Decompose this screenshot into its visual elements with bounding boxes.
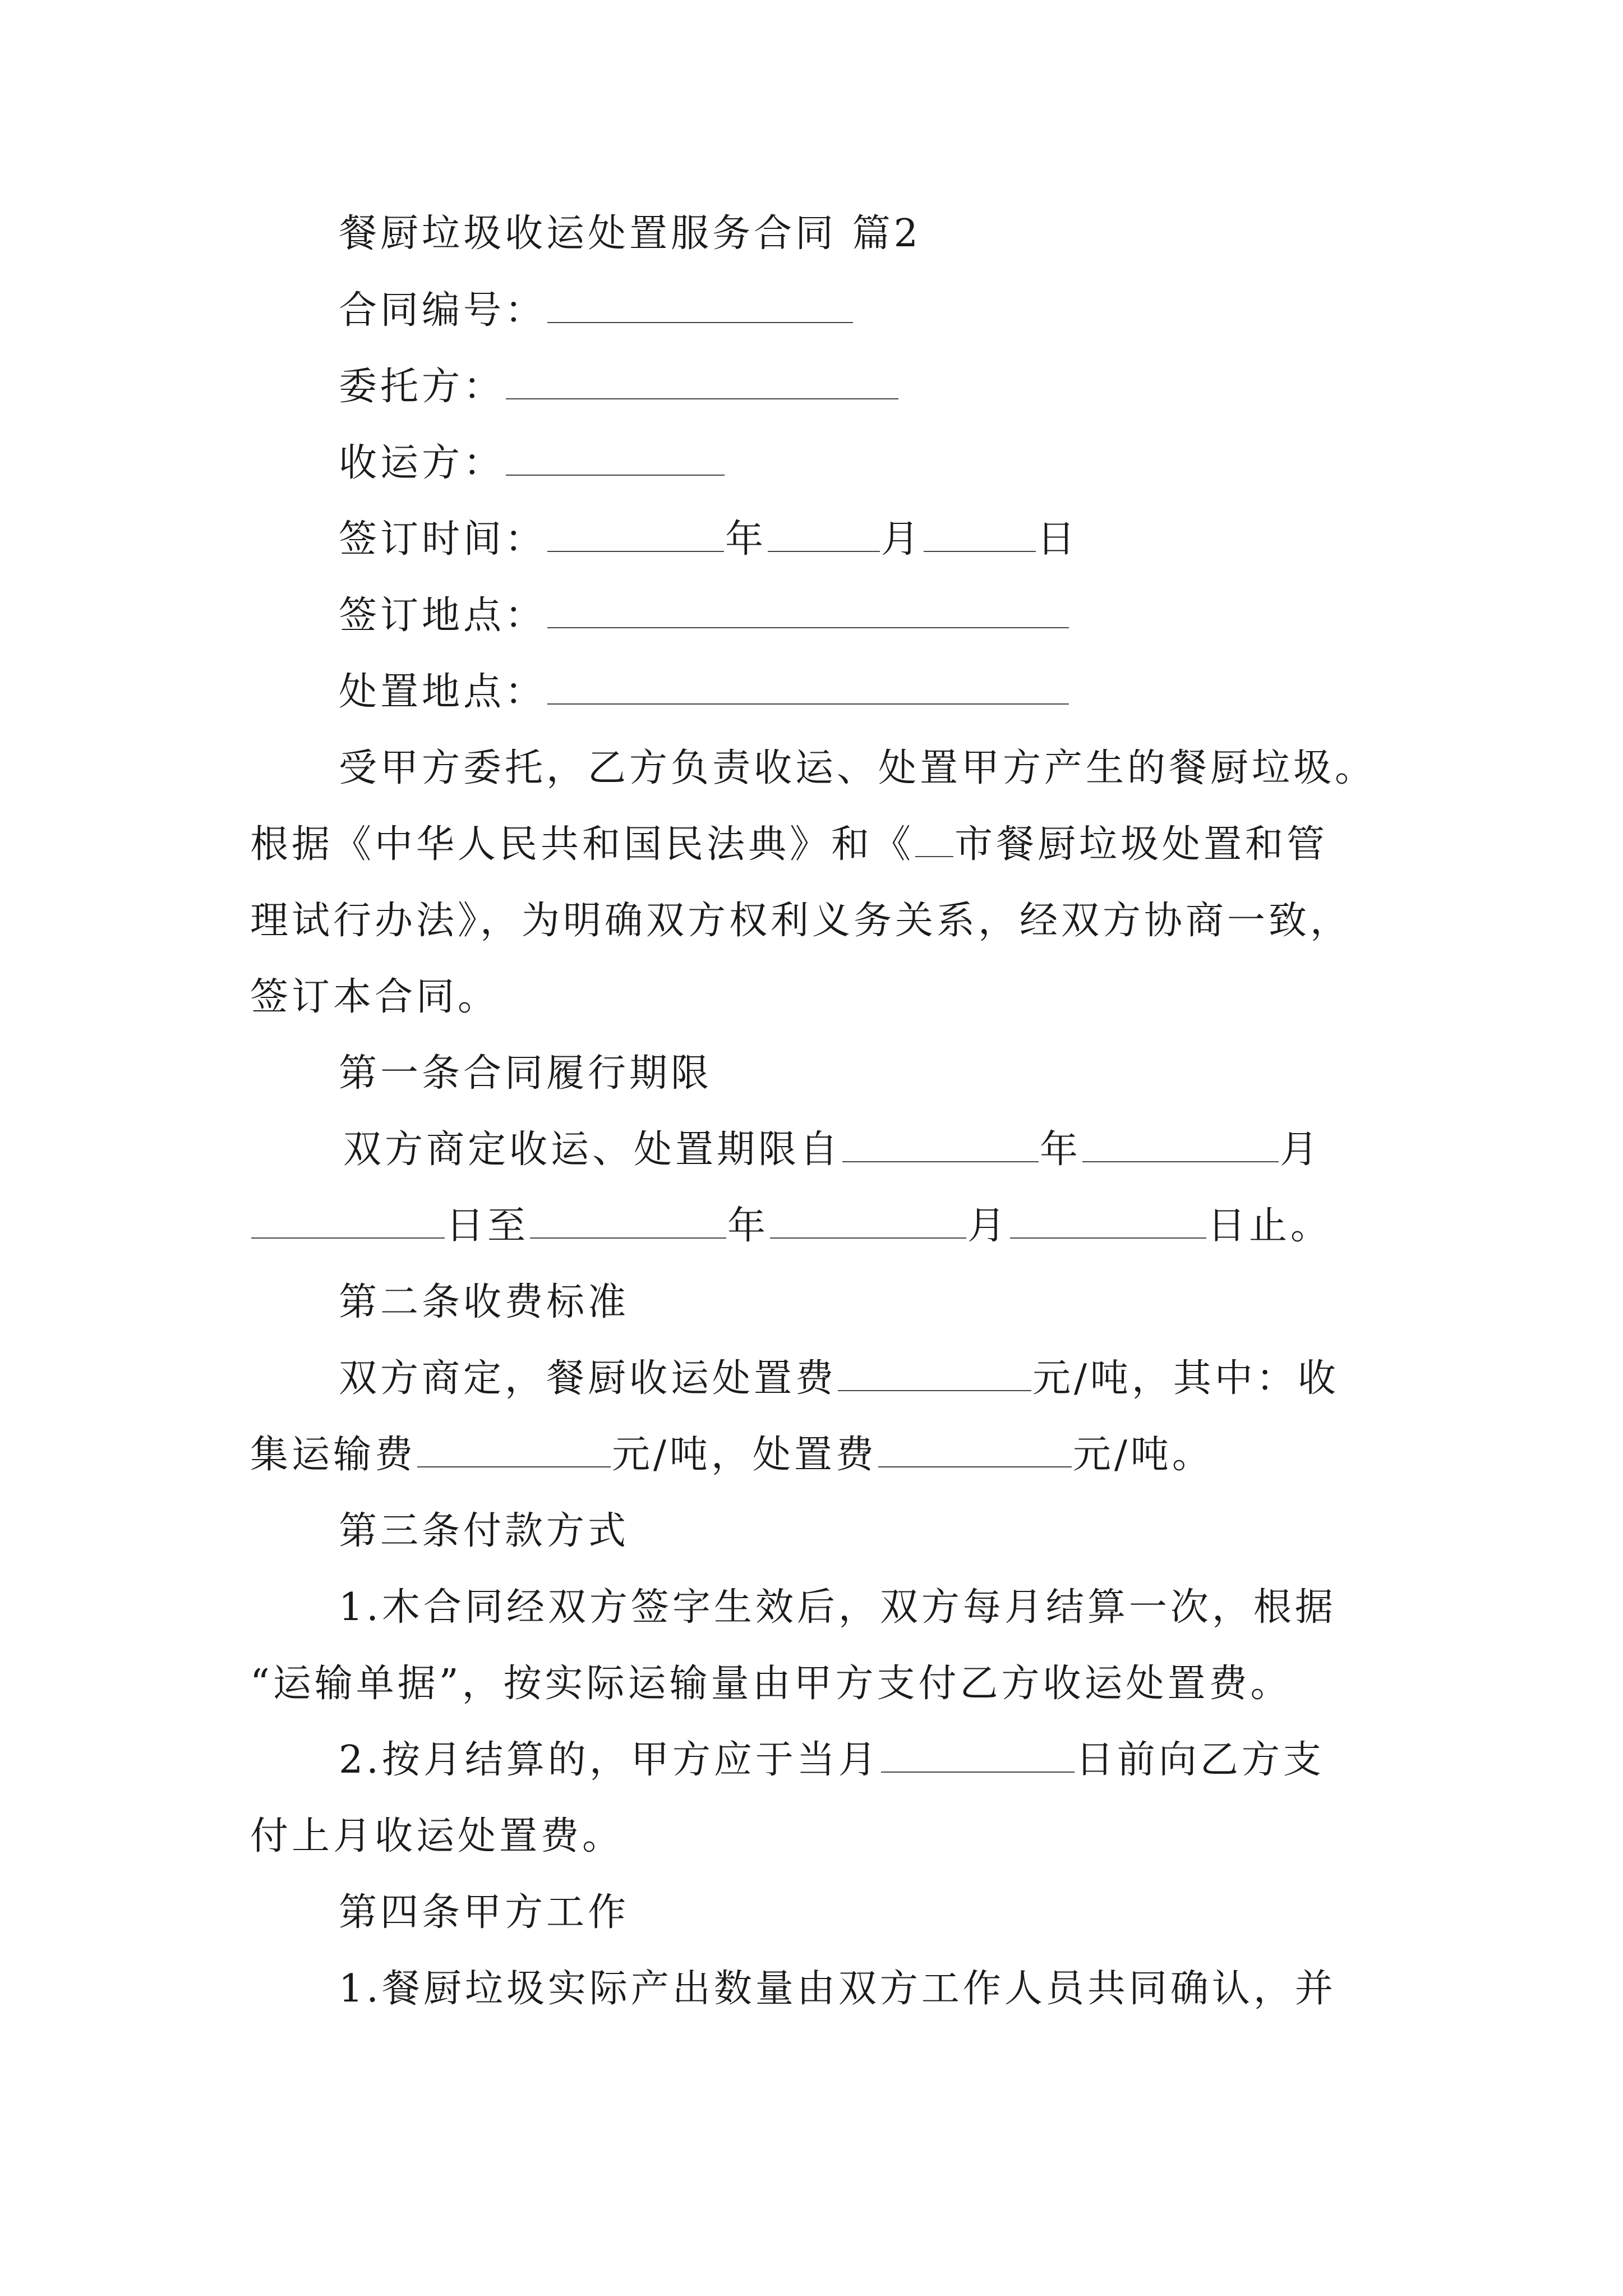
text: 1.木合同经双方签字生效后，双方每月结算一次，根据 (339, 1585, 1336, 1630)
field-sign-time (339, 517, 1079, 565)
blank-line (251, 1237, 445, 1239)
text: “运输单据”，按实际运输量由甲方支付乙方收运处置费。 (250, 1662, 1292, 1706)
blank-line (417, 1466, 611, 1467)
blank-line (530, 1237, 726, 1239)
text: 1.餐厨垃圾实际产出数量由双方工作人员共同确认，并 (339, 1967, 1336, 2011)
month-label: 月 (967, 1204, 1009, 1248)
article-paragraph (339, 1356, 1339, 1405)
article-heading (339, 1509, 630, 1557)
blank-line (878, 1466, 1072, 1467)
field-collector (339, 441, 726, 489)
text: 2.按月结算的，甲方应于当月 (339, 1738, 880, 1782)
title-text: 餐厨垃圾收运处置服务合同 篇2 (339, 211, 921, 256)
intro-paragraph (250, 822, 1329, 871)
article-paragraph (339, 1967, 1336, 2015)
heading-text: 第二条收费标准 (339, 1280, 630, 1324)
blank-line (768, 551, 880, 552)
text: 日至 (446, 1204, 529, 1248)
field-label: 签订地点： (339, 593, 547, 638)
blank-line (547, 551, 724, 552)
text: 元/吨。 (1072, 1433, 1214, 1477)
text: 元/吨，其中：收 (1032, 1356, 1339, 1401)
intro-paragraph (250, 899, 1352, 947)
field-disposal-place (339, 670, 1070, 718)
month-label: 月 (881, 517, 923, 562)
text: 元/吨，处置费 (612, 1433, 877, 1477)
article-paragraph (250, 1433, 1214, 1481)
field-label: 委托方： (339, 365, 505, 409)
blank-line (770, 1237, 966, 1239)
heading-text: 第一条合同履行期限 (339, 1051, 713, 1096)
year-label: 年 (725, 517, 767, 562)
field-label: 收运方： (339, 441, 505, 485)
blank-line (506, 475, 725, 476)
article-paragraph (343, 1128, 1322, 1176)
text: 根据《中华人民共和国民法典》和《 (250, 822, 915, 867)
blank-line (506, 398, 898, 399)
intro-paragraph (339, 746, 1377, 794)
blank-line (924, 551, 1036, 552)
article-heading (339, 1890, 630, 1939)
field-label: 签订时间： (339, 517, 547, 562)
article-heading (339, 1280, 630, 1328)
blank-line (547, 627, 1069, 628)
year-label: 年 (727, 1204, 769, 1248)
text: 集运输费 (250, 1433, 417, 1477)
article-paragraph (339, 1738, 1325, 1786)
day-label: 日 (1037, 517, 1079, 562)
heading-text: 第三条付款方式 (339, 1509, 630, 1553)
text: 市餐厨垃圾处置和管 (955, 822, 1329, 867)
blank-line (838, 1390, 1031, 1391)
contract-title (339, 211, 921, 260)
field-label: 处置地点： (339, 670, 547, 714)
text: 日止。 (1207, 1204, 1332, 1248)
month-label: 月 (1280, 1128, 1322, 1172)
article-paragraph (250, 1814, 624, 1862)
blank-line (881, 1772, 1075, 1773)
intro-paragraph (250, 975, 500, 1023)
text: 理试行办法》，为明确双方权利义务关系，经双方协商一致， (250, 899, 1352, 943)
article-paragraph (250, 1662, 1292, 1710)
text: 双方商定收运、处置期限自 (343, 1128, 842, 1172)
blank-line (915, 856, 953, 857)
field-sign-place (339, 593, 1070, 642)
heading-text: 第四条甲方工作 (339, 1890, 630, 1935)
blank-line (547, 322, 853, 323)
field-label: 合同编号： (339, 288, 547, 333)
text: 签订本合同。 (250, 975, 500, 1019)
field-contract-no (339, 288, 854, 337)
field-client (339, 365, 900, 413)
article-paragraph (250, 1204, 1332, 1252)
blank-line (1010, 1237, 1206, 1239)
blank-line (1082, 1161, 1279, 1162)
year-label: 年 (1040, 1128, 1082, 1172)
blank-line (547, 703, 1069, 705)
article-heading (339, 1051, 713, 1099)
text: 付上月收运处置费。 (250, 1814, 624, 1858)
blank-line (842, 1161, 1039, 1162)
text: 日前向乙方支 (1075, 1738, 1325, 1782)
text: 受甲方委托，乙方负责收运、处置甲方产生的餐厨垃圾。 (339, 746, 1377, 790)
text: 双方商定，餐厨收运处置费 (339, 1356, 837, 1401)
article-paragraph (339, 1585, 1336, 1634)
